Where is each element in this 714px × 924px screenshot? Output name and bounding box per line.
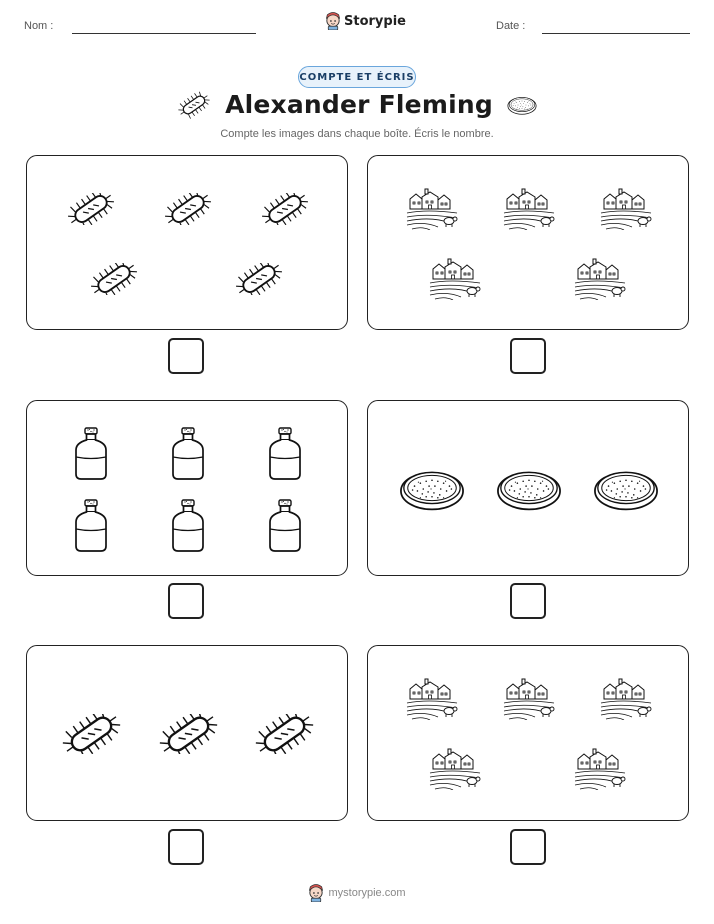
answer-box-3[interactable] [168, 583, 204, 619]
bottle-icon [171, 426, 205, 481]
bottle-icon [74, 498, 108, 553]
farm-icon [503, 678, 555, 720]
petri-dish-icon [593, 467, 659, 511]
answer-box-5[interactable] [168, 829, 204, 865]
counting-box-1 [26, 155, 348, 330]
bottle-icon [268, 498, 302, 553]
farm-icon [406, 678, 458, 720]
counting-box-2 [367, 155, 689, 330]
bacteria-icon [177, 91, 211, 119]
page-title: Alexander Fleming [225, 90, 493, 119]
counting-box-6 [367, 645, 689, 821]
petri-dish-icon [507, 93, 537, 117]
bacteria-icon [252, 714, 317, 754]
farm-icon [406, 188, 458, 230]
footer-url: mystorypie.com [328, 887, 406, 899]
footer [0, 884, 714, 902]
petri-dish-icon [496, 467, 562, 511]
bacteria-icon [156, 714, 221, 754]
counting-box-4 [367, 400, 689, 576]
date-field[interactable] [542, 33, 690, 34]
title-row [0, 90, 714, 119]
activity-badge: COMPTE ET ÉCRIS [298, 66, 416, 88]
answer-box-1[interactable] [168, 338, 204, 374]
name-label: Nom : [24, 20, 54, 32]
bottle-icon [74, 426, 108, 481]
counting-box-3 [26, 400, 348, 576]
answer-box-6[interactable] [510, 829, 546, 865]
bacteria-icon [233, 263, 285, 295]
storypie-mascot-icon [325, 12, 341, 30]
bacteria-icon [259, 193, 311, 225]
name-field[interactable] [72, 33, 256, 34]
bottle-icon [268, 426, 302, 481]
date-label: Date : [496, 20, 526, 32]
farm-icon [600, 678, 652, 720]
bottle-icon [171, 498, 205, 553]
answer-box-2[interactable] [510, 338, 546, 374]
farm-icon [503, 188, 555, 230]
answer-box-4[interactable] [510, 583, 546, 619]
bacteria-icon [88, 263, 140, 295]
farm-icon [574, 748, 626, 790]
bacteria-icon [59, 714, 124, 754]
farm-icon [429, 258, 481, 300]
instructions: Compte les images dans chaque boîte. Écris le nombre. [220, 128, 494, 140]
farm-icon [600, 188, 652, 230]
farm-icon [429, 748, 481, 790]
farm-icon [574, 258, 626, 300]
counting-box-5 [26, 645, 348, 821]
storypie-mascot-icon [308, 884, 324, 902]
brand-logo [325, 12, 406, 30]
bacteria-icon [162, 193, 214, 225]
brand-name: Storypie [344, 13, 406, 29]
petri-dish-icon [399, 467, 465, 511]
bacteria-icon [65, 193, 117, 225]
